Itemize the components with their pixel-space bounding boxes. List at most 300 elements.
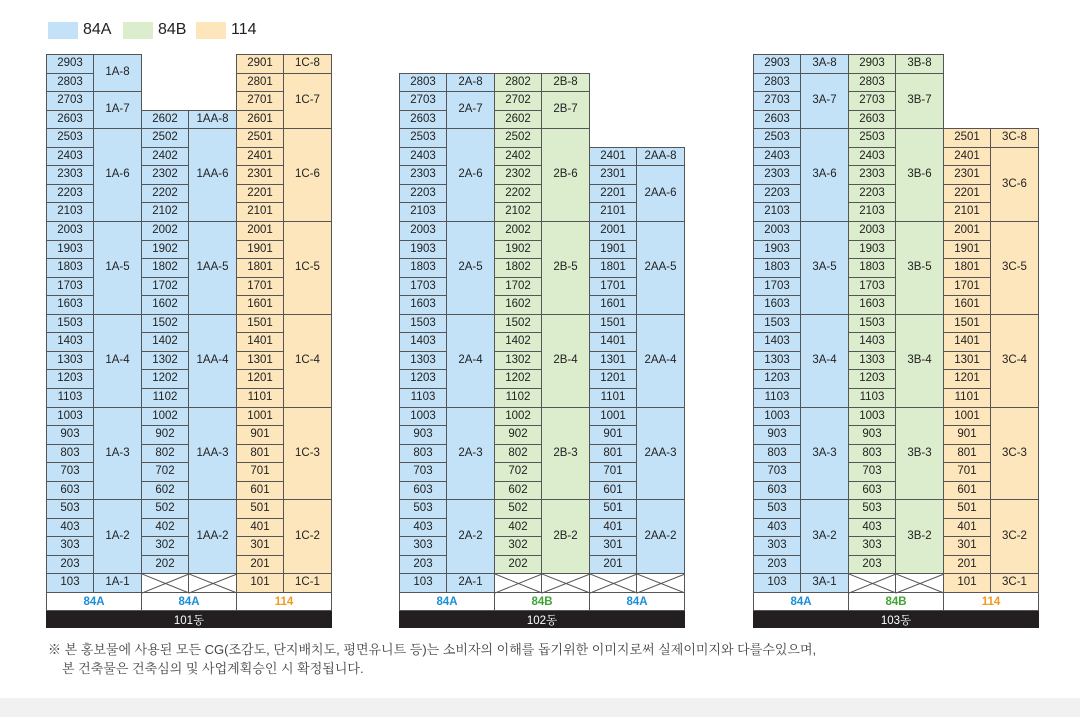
unit-cell: 1601 [236, 295, 284, 315]
unit-cell: 1702 [494, 277, 542, 296]
group-label-cell: 2AA-5 [636, 221, 685, 315]
unit-cell: 402 [141, 518, 189, 537]
empty-cross-icon [849, 574, 897, 594]
legend-label-84b: 84B [158, 21, 187, 38]
unit-cell: 1003 [753, 407, 801, 426]
unit-cell: 1501 [236, 314, 284, 333]
group-label-cell: 1C-4 [283, 314, 332, 408]
group-label-cell: 1C-8 [283, 54, 332, 74]
unit-cell: 2001 [236, 221, 284, 241]
unit-cell: 101 [236, 573, 284, 593]
group-label-cell: 1AA-5 [188, 221, 237, 315]
unit-cell: 1901 [943, 240, 991, 259]
unit-cell: 1101 [236, 388, 284, 408]
unit-cell: 801 [943, 444, 991, 463]
unit-cell: 703 [848, 462, 896, 482]
column-type-label: 84A [589, 592, 685, 611]
unit-cell: 202 [141, 555, 189, 574]
unit-cell: 501 [943, 499, 991, 519]
unit-cell: 1903 [753, 240, 801, 259]
unit-cell: 602 [494, 481, 542, 500]
unit-cell: 2001 [943, 221, 991, 241]
unit-cell: 802 [494, 444, 542, 463]
unit-cell: 1803 [848, 258, 896, 278]
unit-cell: 303 [46, 536, 94, 556]
unit-cell: 1103 [399, 388, 447, 408]
group-label-cell: 2B-5 [541, 221, 590, 315]
unit-cell: 1803 [753, 258, 801, 278]
group-label-cell: 3B-4 [895, 314, 944, 408]
unit-cell: 601 [943, 481, 991, 500]
unit-cell: 301 [236, 536, 284, 556]
unit-cell: 503 [46, 499, 94, 519]
group-label-cell: 2A-4 [446, 314, 495, 408]
column-type-label: 114 [943, 592, 1039, 611]
group-label-cell: 2A-2 [446, 499, 495, 574]
unit-cell: 1901 [589, 240, 637, 259]
group-label-cell: 1AA-2 [188, 499, 237, 574]
group-label-cell: 2B-4 [541, 314, 590, 408]
unit-cell: 1003 [46, 407, 94, 426]
group-label-cell: 3A-5 [800, 221, 849, 315]
unit-cell: 1102 [141, 388, 189, 408]
unit-cell: 603 [848, 481, 896, 500]
unit-cell: 401 [236, 518, 284, 537]
unit-cell: 501 [589, 499, 637, 519]
group-label-cell: 3C-6 [990, 147, 1039, 222]
unit-cell: 2803 [848, 73, 896, 92]
unit-cell: 1302 [141, 351, 189, 370]
unit-cell: 1003 [848, 407, 896, 426]
unit-cell: 701 [236, 462, 284, 482]
unit-cell: 1603 [399, 295, 447, 315]
unit-cell: 1001 [943, 407, 991, 426]
unit-cell: 803 [848, 444, 896, 463]
group-label-cell: 1C-6 [283, 128, 332, 222]
unit-cell: 302 [494, 536, 542, 556]
group-label-cell: 2AA-4 [636, 314, 685, 408]
unit-cell: 1603 [753, 295, 801, 315]
unit-cell: 1503 [46, 314, 94, 333]
unit-cell: 1501 [589, 314, 637, 333]
unit-cell: 903 [848, 425, 896, 445]
unit-cell: 203 [399, 555, 447, 574]
group-label-cell: 1A-2 [93, 499, 142, 574]
column-type-label: 84B [494, 592, 590, 611]
unit-cell: 903 [399, 425, 447, 445]
unit-cell: 2201 [943, 184, 991, 203]
group-label-cell: 3C-2 [990, 499, 1039, 574]
unit-cell: 603 [46, 481, 94, 500]
unit-cell: 501 [236, 499, 284, 519]
unit-cell: 2503 [753, 128, 801, 148]
unit-cell: 1001 [236, 407, 284, 426]
unit-cell: 2703 [46, 91, 94, 111]
unit-cell: 403 [46, 518, 94, 537]
unit-cell: 101 [943, 573, 991, 593]
group-label-cell: 1AA-3 [188, 407, 237, 500]
unit-cell: 2301 [589, 165, 637, 185]
unit-cell: 2803 [46, 73, 94, 92]
unit-cell: 402 [494, 518, 542, 537]
unit-cell: 2103 [399, 202, 447, 222]
unit-cell: 2603 [399, 110, 447, 129]
group-label-cell: 3B-6 [895, 128, 944, 222]
unit-cell: 603 [399, 481, 447, 500]
unit-cell: 902 [494, 425, 542, 445]
unit-cell: 1503 [399, 314, 447, 333]
pilotis-cell [848, 573, 896, 593]
unit-cell: 703 [753, 462, 801, 482]
unit-cell: 2401 [943, 147, 991, 166]
unit-cell: 2703 [848, 91, 896, 111]
unit-cell: 1902 [141, 240, 189, 259]
group-label-cell: 2A-1 [446, 573, 495, 593]
group-label-cell: 1C-1 [283, 573, 332, 593]
unit-cell: 1403 [46, 332, 94, 352]
pilotis-cell [589, 573, 637, 593]
legend-label-114: 114 [231, 21, 257, 38]
group-label-cell: 3A-7 [800, 73, 849, 129]
unit-cell: 2202 [141, 184, 189, 203]
group-label-cell: 1C-5 [283, 221, 332, 315]
group-label-cell: 3A-3 [800, 407, 849, 500]
unit-cell: 2301 [943, 165, 991, 185]
unit-cell: 1403 [753, 332, 801, 352]
unit-cell: 2802 [494, 73, 542, 92]
unit-cell: 701 [589, 462, 637, 482]
unit-cell: 1401 [589, 332, 637, 352]
unit-cell: 2803 [753, 73, 801, 92]
unit-cell: 301 [589, 536, 637, 556]
unit-cell: 202 [494, 555, 542, 574]
unit-cell: 1703 [753, 277, 801, 296]
pilotis-cell [494, 573, 542, 593]
unit-cell: 2103 [753, 202, 801, 222]
group-label-cell: 2A-6 [446, 128, 495, 222]
group-label-cell: 1AA-6 [188, 128, 237, 222]
unit-cell: 1203 [399, 369, 447, 389]
group-label-cell: 2A-7 [446, 91, 495, 129]
unit-cell: 2602 [141, 110, 189, 129]
unit-cell: 901 [236, 425, 284, 445]
group-label-cell: 1A-4 [93, 314, 142, 408]
unit-cell: 401 [589, 518, 637, 537]
unit-cell: 2202 [494, 184, 542, 203]
unit-cell: 2203 [848, 184, 896, 203]
unit-cell: 2101 [943, 202, 991, 222]
group-label-cell: 2AA-6 [636, 165, 685, 222]
unit-cell: 1702 [141, 277, 189, 296]
unit-cell: 702 [141, 462, 189, 482]
unit-cell: 303 [848, 536, 896, 556]
unit-cell: 801 [589, 444, 637, 463]
pilotis-cell [141, 573, 189, 593]
unit-cell: 1901 [236, 240, 284, 259]
unit-cell: 2801 [236, 73, 284, 92]
unit-cell: 203 [46, 555, 94, 574]
unit-cell: 2501 [236, 128, 284, 148]
unit-cell: 801 [236, 444, 284, 463]
group-label-cell: 2B-2 [541, 499, 590, 574]
column-type-label: 84A [141, 592, 237, 611]
unit-cell: 2803 [399, 73, 447, 92]
group-label-cell: 3A-6 [800, 128, 849, 222]
unit-cell: 901 [943, 425, 991, 445]
unit-cell: 201 [236, 555, 284, 574]
unit-cell: 1802 [494, 258, 542, 278]
unit-cell: 803 [753, 444, 801, 463]
unit-cell: 1803 [46, 258, 94, 278]
unit-cell: 2001 [589, 221, 637, 241]
unit-cell: 2201 [236, 184, 284, 203]
unit-cell: 2103 [46, 202, 94, 222]
unit-cell: 1703 [46, 277, 94, 296]
unit-cell: 2102 [141, 202, 189, 222]
group-label-cell: 1C-3 [283, 407, 332, 500]
empty-cross-icon [590, 574, 638, 594]
unit-cell: 601 [589, 481, 637, 500]
unit-cell: 802 [141, 444, 189, 463]
empty-cross-icon [637, 574, 686, 594]
unit-cell: 303 [399, 536, 447, 556]
group-label-cell: 3A-8 [800, 54, 849, 74]
unit-cell: 502 [141, 499, 189, 519]
pilotis-cell [188, 573, 237, 593]
unit-cell: 901 [589, 425, 637, 445]
unit-cell: 2403 [46, 147, 94, 166]
unit-cell: 1301 [589, 351, 637, 370]
unit-cell: 1302 [494, 351, 542, 370]
unit-cell: 2102 [494, 202, 542, 222]
unit-cell: 1402 [494, 332, 542, 352]
unit-cell: 2002 [494, 221, 542, 241]
pilotis-cell [636, 573, 685, 593]
unit-cell: 703 [46, 462, 94, 482]
unit-cell: 2403 [753, 147, 801, 166]
unit-cell: 1103 [46, 388, 94, 408]
unit-cell: 1501 [943, 314, 991, 333]
unit-cell: 1902 [494, 240, 542, 259]
unit-cell: 601 [236, 481, 284, 500]
unit-cell: 2101 [236, 202, 284, 222]
group-label-cell: 2AA-3 [636, 407, 685, 500]
unit-cell: 803 [399, 444, 447, 463]
unit-cell: 1201 [236, 369, 284, 389]
unit-cell: 1703 [848, 277, 896, 296]
unit-cell: 1701 [589, 277, 637, 296]
group-label-cell: 3B-7 [895, 73, 944, 129]
unit-cell: 403 [753, 518, 801, 537]
disclaimer-line-1: ※ 본 홍보물에 사용된 모든 CG(조감도, 단지배치도, 평면유니트 등)는 소비자의 이해를 돕기위한 이미지로써 실제이미지와 다를수있으며, [48, 642, 817, 657]
unit-cell: 301 [943, 536, 991, 556]
unit-cell: 2101 [589, 202, 637, 222]
group-label-cell: 1A-1 [93, 573, 142, 593]
unit-cell: 2303 [46, 165, 94, 185]
unit-cell: 1103 [848, 388, 896, 408]
building-name-label: 103동 [753, 611, 1039, 628]
unit-cell: 201 [943, 555, 991, 574]
unit-cell: 2603 [753, 110, 801, 129]
unit-cell: 1101 [589, 388, 637, 408]
group-label-cell: 3B-2 [895, 499, 944, 574]
unit-cell: 2003 [399, 221, 447, 241]
unit-cell: 1403 [399, 332, 447, 352]
unit-cell: 2903 [848, 54, 896, 74]
unit-cell: 1903 [46, 240, 94, 259]
unit-cell: 1801 [236, 258, 284, 278]
unit-cell: 2602 [494, 110, 542, 129]
unit-cell: 401 [943, 518, 991, 537]
unit-cell: 1401 [236, 332, 284, 352]
group-label-cell: 1A-7 [93, 91, 142, 129]
group-label-cell: 1A-8 [93, 54, 142, 92]
unit-cell: 1102 [494, 388, 542, 408]
unit-cell: 1203 [753, 369, 801, 389]
unit-cell: 1602 [494, 295, 542, 315]
unit-cell: 1803 [399, 258, 447, 278]
unit-cell: 1401 [943, 332, 991, 352]
empty-cross-icon [142, 574, 190, 594]
group-label-cell: 2AA-8 [636, 147, 685, 166]
unit-cell: 2501 [943, 128, 991, 148]
unit-cell: 902 [141, 425, 189, 445]
unit-cell: 603 [753, 481, 801, 500]
unit-cell: 103 [46, 573, 94, 593]
disclaimer-line-2: 본 건축물은 건축심의 및 사업계획승인 시 확정됩니다. [62, 661, 364, 676]
unit-cell: 2003 [848, 221, 896, 241]
column-type-label: 84A [46, 592, 142, 611]
unit-cell: 1202 [494, 369, 542, 389]
unit-cell: 803 [46, 444, 94, 463]
unit-cell: 2002 [141, 221, 189, 241]
unit-cell: 1402 [141, 332, 189, 352]
unit-cell: 703 [399, 462, 447, 482]
unit-cell: 1801 [589, 258, 637, 278]
unit-cell: 103 [399, 573, 447, 593]
unit-cell: 2601 [236, 110, 284, 129]
unit-cell: 2903 [753, 54, 801, 74]
unit-cell: 403 [848, 518, 896, 537]
unit-cell: 2901 [236, 54, 284, 74]
unit-cell: 2003 [46, 221, 94, 241]
unit-cell: 2203 [753, 184, 801, 203]
unit-cell: 702 [494, 462, 542, 482]
unit-cell: 2302 [494, 165, 542, 185]
unit-cell: 1303 [753, 351, 801, 370]
unit-cell: 2603 [848, 110, 896, 129]
unit-cell: 1701 [943, 277, 991, 296]
unit-cell: 2502 [141, 128, 189, 148]
unit-cell: 1503 [753, 314, 801, 333]
unit-cell: 1002 [494, 407, 542, 426]
unit-cell: 2302 [141, 165, 189, 185]
group-label-cell: 3A-2 [800, 499, 849, 574]
unit-cell: 1303 [46, 351, 94, 370]
group-label-cell: 1A-3 [93, 407, 142, 500]
empty-cross-icon [495, 574, 543, 594]
disclaimer-notes [48, 640, 816, 678]
empty-cross-icon [542, 574, 591, 594]
unit-cell: 503 [848, 499, 896, 519]
unit-cell: 1603 [848, 295, 896, 315]
unit-cell: 203 [753, 555, 801, 574]
group-label-cell: 1C-2 [283, 499, 332, 574]
unit-cell: 503 [753, 499, 801, 519]
unit-cell: 2401 [236, 147, 284, 166]
unit-cell: 2503 [399, 128, 447, 148]
group-label-cell: 3B-8 [895, 54, 944, 74]
unit-cell: 1103 [753, 388, 801, 408]
unit-cell: 2603 [46, 110, 94, 129]
unit-cell: 2201 [589, 184, 637, 203]
unit-cell: 1802 [141, 258, 189, 278]
unit-cell: 2703 [753, 91, 801, 111]
unit-cell: 1303 [848, 351, 896, 370]
unit-cell: 1502 [141, 314, 189, 333]
unit-cell: 1303 [399, 351, 447, 370]
unit-cell: 2203 [399, 184, 447, 203]
unit-cell: 503 [399, 499, 447, 519]
unit-cell: 602 [141, 481, 189, 500]
unit-cell: 2203 [46, 184, 94, 203]
unit-cell: 201 [589, 555, 637, 574]
group-label-cell: 1AA-8 [188, 110, 237, 129]
column-type-label: 84A [399, 592, 495, 611]
column-type-label: 114 [236, 592, 332, 611]
unit-cell: 203 [848, 555, 896, 574]
group-label-cell: 1C-7 [283, 73, 332, 129]
unit-cell: 1301 [943, 351, 991, 370]
unit-cell: 1502 [494, 314, 542, 333]
group-label-cell: 3B-5 [895, 221, 944, 315]
pilotis-cell [541, 573, 590, 593]
unit-cell: 2103 [848, 202, 896, 222]
group-label-cell: 1AA-4 [188, 314, 237, 408]
unit-cell: 1703 [399, 277, 447, 296]
unit-cell: 2402 [494, 147, 542, 166]
unit-cell: 1903 [399, 240, 447, 259]
unit-cell: 1603 [46, 295, 94, 315]
group-label-cell: 2B-8 [541, 73, 590, 92]
unit-cell: 2303 [399, 165, 447, 185]
unit-cell: 1601 [943, 295, 991, 315]
unit-cell: 1503 [848, 314, 896, 333]
unit-cell: 903 [46, 425, 94, 445]
unit-cell: 2903 [46, 54, 94, 74]
unit-cell: 2401 [589, 147, 637, 166]
unit-cell: 2301 [236, 165, 284, 185]
unit-cell: 403 [399, 518, 447, 537]
empty-cross-icon [896, 574, 945, 594]
unit-cell: 1201 [589, 369, 637, 389]
group-label-cell: 3C-1 [990, 573, 1039, 593]
unit-cell: 2403 [848, 147, 896, 166]
unit-cell: 1001 [589, 407, 637, 426]
unit-cell: 2303 [753, 165, 801, 185]
unit-cell: 502 [494, 499, 542, 519]
legend-label-84a: 84A [83, 21, 112, 38]
unit-cell: 2003 [753, 221, 801, 241]
unit-cell: 1601 [589, 295, 637, 315]
unit-cell: 2403 [399, 147, 447, 166]
unit-cell: 1801 [943, 258, 991, 278]
unit-cell: 1203 [848, 369, 896, 389]
unit-cell: 1903 [848, 240, 896, 259]
unit-cell: 1602 [141, 295, 189, 315]
column-type-label: 84B [848, 592, 944, 611]
unit-cell: 103 [753, 573, 801, 593]
